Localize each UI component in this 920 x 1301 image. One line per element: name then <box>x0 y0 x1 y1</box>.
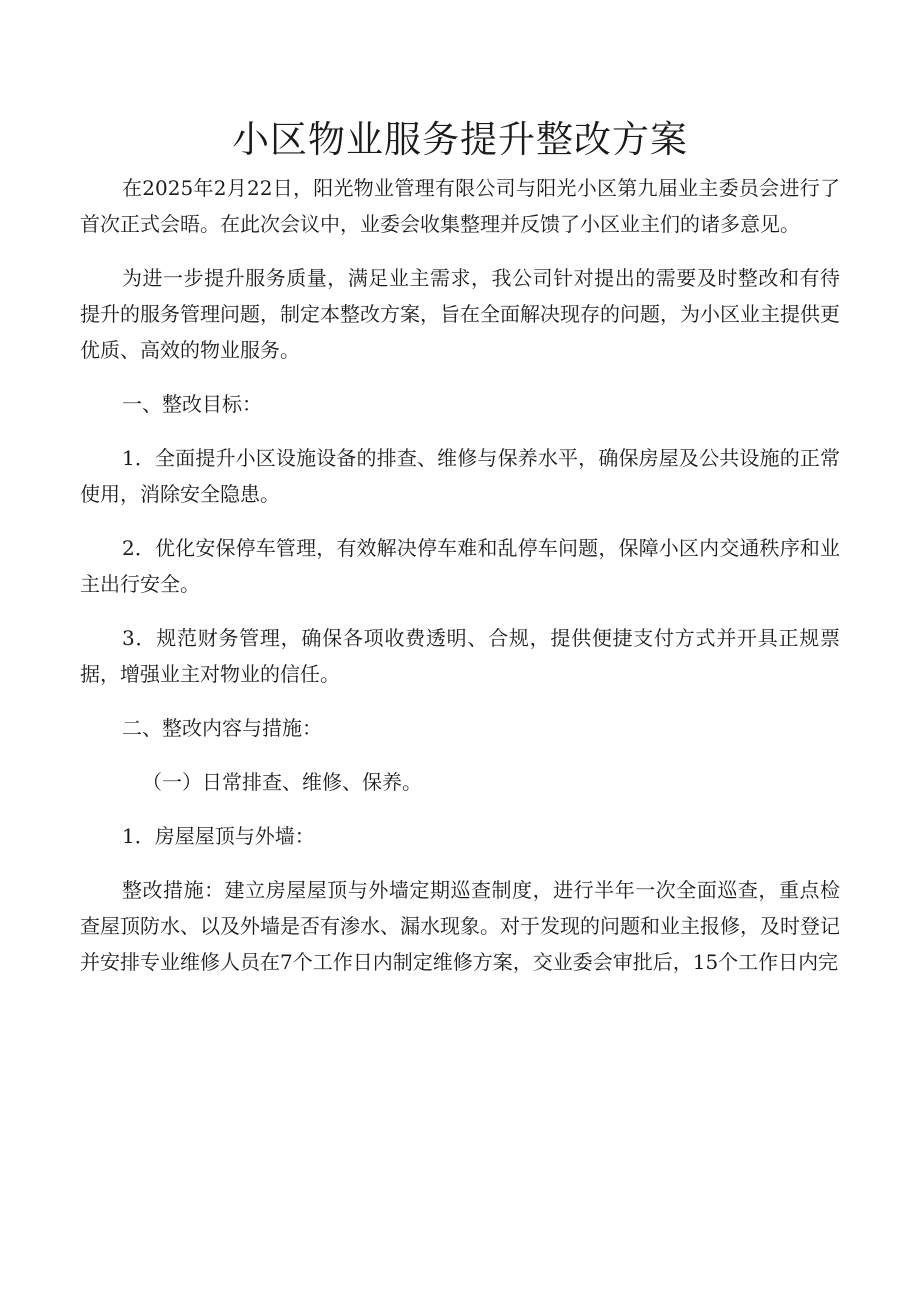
measure-item-text: 整改措施：建立房屋屋顶与外墙定期巡查制度，进行半年一次全面巡查，重点检查屋顶防水、以及外墙是否有渗水、漏水现象。对于发现的问题和业主报修，及时登记并安排专业维修人员在7个工作日内制定维修方案，交业委会审批后，15个工作日内完 <box>80 878 840 974</box>
goal-item: 2．优化安保停车管理，有效解决停车难和乱停车问题，保障小区内交通秩序和业主出行安全。 <box>80 536 840 596</box>
subsection-heading: （一）日常排查、维修、保养。 <box>142 770 422 794</box>
goal-item: 1．全面提升小区设施设备的排查、维修与保养水平，确保房屋及公共设施的正常使用，消除安全隐患。 <box>80 446 840 506</box>
document-body <box>80 170 840 998</box>
document-title: 小区物业服务提升整改方案 <box>232 118 688 161</box>
goal-item: 3．规范财务管理，确保各项收费透明、合规，提供便捷支付方式并开具正规票据，增强业主对物业的信任。 <box>80 626 840 686</box>
measure-item-heading: 1．房屋屋顶与外墙： <box>122 824 315 848</box>
section-heading-measures: 二、整改内容与措施： <box>122 716 322 740</box>
intro-paragraph: 在2025年2月22日，阳光物业管理有限公司与阳光小区第九届业主委员会进行了首次正式会晤。在此次会议中，业委会收集整理并反馈了小区业主们的诸多意见。 <box>80 176 840 236</box>
section-heading-goals: 一、整改目标： <box>122 392 262 416</box>
purpose-paragraph: 为进一步提升服务质量，满足业主需求，我公司针对提出的需要及时整改和有待提升的服务管理问题，制定本整改方案，旨在全面解决现存的问题，为小区业主提供更优质、高效的物业服务。 <box>80 266 840 362</box>
